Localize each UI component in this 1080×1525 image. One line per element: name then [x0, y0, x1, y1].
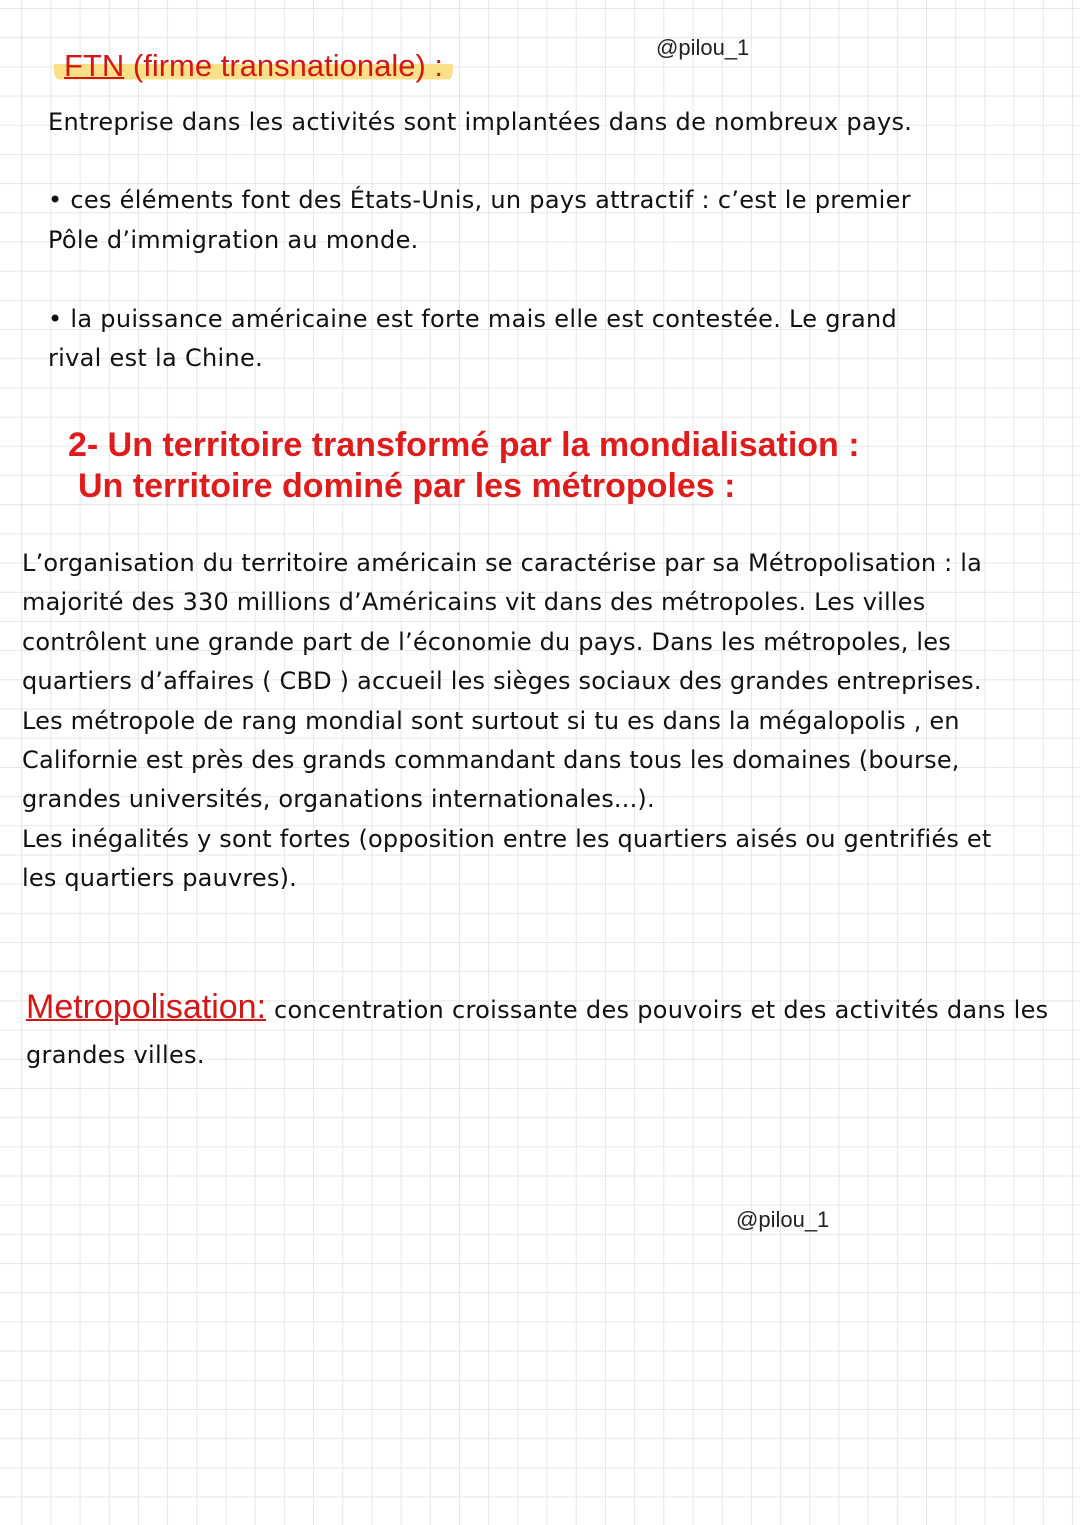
metropolisation-term: Metropolisation: [26, 988, 267, 1026]
section-subtitle: Un territoire dominé par les métropoles : [78, 467, 736, 505]
paragraph-line: Les inégalités y sont fortes (opposition entre les quartiers aisés ou gentrifiés et [22, 824, 992, 853]
watermark-bottom: @pilou_1 [736, 1207, 830, 1232]
ftn-abbr: FTN [64, 48, 125, 83]
paragraph-line: Californie est près des grands commandant dans tous les domaines (bourse, [22, 746, 960, 775]
paragraph-line: grandes universités, organations internationales...). [22, 785, 655, 814]
bullet-1-line-2: Pôle d’immigration au monde. [48, 226, 419, 254]
body-paragraph [22, 544, 1062, 899]
paragraph-line: L’organisation du territoire américain se caractérise par sa Métropolisation : la [22, 549, 983, 577]
ftn-full: (firme transnationale) : [124, 48, 443, 83]
metropolisation-text-line-2: grandes villes. [26, 1041, 205, 1069]
paragraph-line: quartiers d’affaires ( CBD ) accueil les sièges sociaux des grandes entreprises. [22, 667, 982, 696]
bullet-2-line-2: rival est la Chine. [48, 344, 263, 372]
section-title: 2- Un territoire transformé par la mondialisation : [68, 426, 860, 464]
paragraph-line: Les métropole de rang mondial sont surtout si tu es dans la mégalopolis , en [22, 706, 960, 735]
bullet-1-line-1: • ces éléments font des États-Unis, un pays attractif : c’est le premier [48, 186, 911, 214]
paragraph-line: les quartiers pauvres). [22, 864, 297, 893]
paragraph-line: majorité des 330 millions d’Américains vit dans des métropoles. Les villes [22, 588, 926, 617]
metropolisation-text: concentration croissante des pouvoirs et des activités dans les [266, 996, 1049, 1024]
watermark-top: @pilou_1 [656, 35, 750, 60]
bullet-2-line-1: • la puissance américaine est forte mais elle est contestée. Le grand [48, 305, 898, 333]
ftn-definition: Entreprise dans les activités sont implantées dans de nombreux pays. [48, 108, 913, 136]
metropolisation-definition [26, 988, 1048, 1027]
ftn-heading [54, 48, 453, 84]
paragraph-line: contrôlent une grande part de l’économie du pays. Dans les métropoles, les [22, 627, 951, 656]
